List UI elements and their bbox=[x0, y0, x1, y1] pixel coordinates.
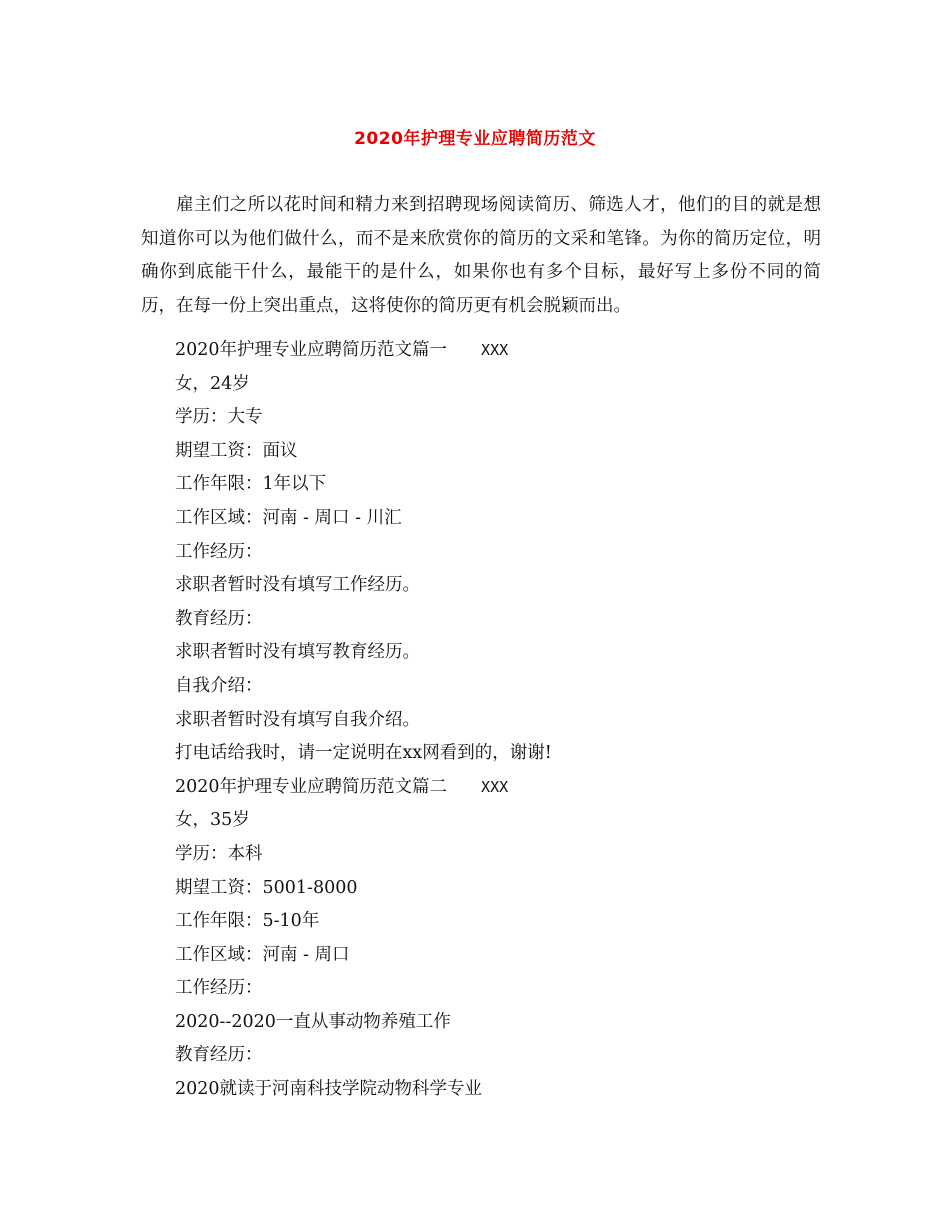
resume-line bbox=[175, 603, 552, 637]
resume-line bbox=[175, 1039, 552, 1073]
resume-line bbox=[175, 401, 552, 435]
line-text: 2020--2020一直从事动物养殖工作 bbox=[175, 1011, 451, 1032]
document-title: 2020年护理专业应聘简历范文 bbox=[354, 129, 596, 149]
resume-line bbox=[175, 670, 552, 704]
name-placeholder: XXX bbox=[481, 777, 509, 796]
line-text: 求职者暂时没有填写自我介绍。 bbox=[175, 709, 420, 730]
section-heading bbox=[175, 334, 552, 368]
line-text: 2020就读于河南科技学院动物科学专业 bbox=[175, 1079, 483, 1100]
line-text: 学历：大专 bbox=[175, 407, 263, 428]
resume-line bbox=[175, 737, 552, 771]
line-text: 工作经历： bbox=[175, 978, 263, 999]
resume-line bbox=[175, 468, 552, 502]
resume-line bbox=[175, 569, 552, 603]
line-text: 工作年限：1年以下 bbox=[175, 474, 327, 495]
line-text: 自我介绍： bbox=[175, 675, 263, 696]
line-text: 女，35岁 bbox=[175, 810, 250, 831]
line-text: 女，24岁 bbox=[175, 373, 250, 394]
line-text: 期望工资：5001-8000 bbox=[175, 877, 358, 898]
resume-line bbox=[175, 1073, 552, 1107]
resume-line bbox=[175, 502, 552, 536]
resume-line bbox=[175, 905, 552, 939]
line-text: 打电话给我时，请一定说明在xx网看到的，谢谢! bbox=[175, 743, 552, 764]
line-text: 教育经历： bbox=[175, 1045, 263, 1066]
line-text: 工作区域：河南 - 周口 - 川汇 bbox=[175, 507, 402, 528]
line-text: 2020年护理专业应聘简历范文篇一 bbox=[175, 340, 448, 360]
resume-line bbox=[175, 536, 552, 570]
resume-line bbox=[175, 872, 552, 906]
resume-line bbox=[175, 1006, 552, 1040]
resume-line bbox=[175, 804, 552, 838]
line-text: 工作区域：河南 - 周口 bbox=[175, 944, 350, 965]
line-text: 学历：本科 bbox=[175, 843, 263, 864]
resume-line bbox=[175, 972, 552, 1006]
name-placeholder: XXX bbox=[481, 341, 509, 359]
line-text: 求职者暂时没有填写工作经历。 bbox=[175, 575, 420, 596]
line-text: 工作年限：5-10年 bbox=[175, 911, 320, 932]
line-text: 2020年护理专业应聘简历范文篇二 bbox=[175, 776, 448, 797]
resume-line bbox=[175, 838, 552, 872]
resume-line bbox=[175, 435, 552, 469]
line-text: 工作经历： bbox=[175, 541, 263, 562]
resume-line bbox=[175, 636, 552, 670]
resume-line bbox=[175, 704, 552, 738]
line-text: 教育经历： bbox=[175, 608, 263, 629]
intro-paragraph: 雇主们之所以花时间和精力来到招聘现场阅读简历、筛选人才，他们的目的就是想知道你可以为他们做什么，而不是来欣赏你的简历的文采和笔锋。为你的简历定位，明确你到底能干什么，最能干的是什么，如果你也有多个目标，最好写上多份不同的简历，在每一份上突出重点，这将使你的简历更有机会脱颖而出。 bbox=[141, 195, 821, 316]
resume-lines bbox=[175, 334, 552, 1107]
resume-line bbox=[175, 368, 552, 402]
section-heading bbox=[175, 771, 552, 805]
resume-line bbox=[175, 939, 552, 973]
line-text: 期望工资：面议 bbox=[175, 440, 298, 461]
line-text: 求职者暂时没有填写教育经历。 bbox=[175, 642, 420, 663]
